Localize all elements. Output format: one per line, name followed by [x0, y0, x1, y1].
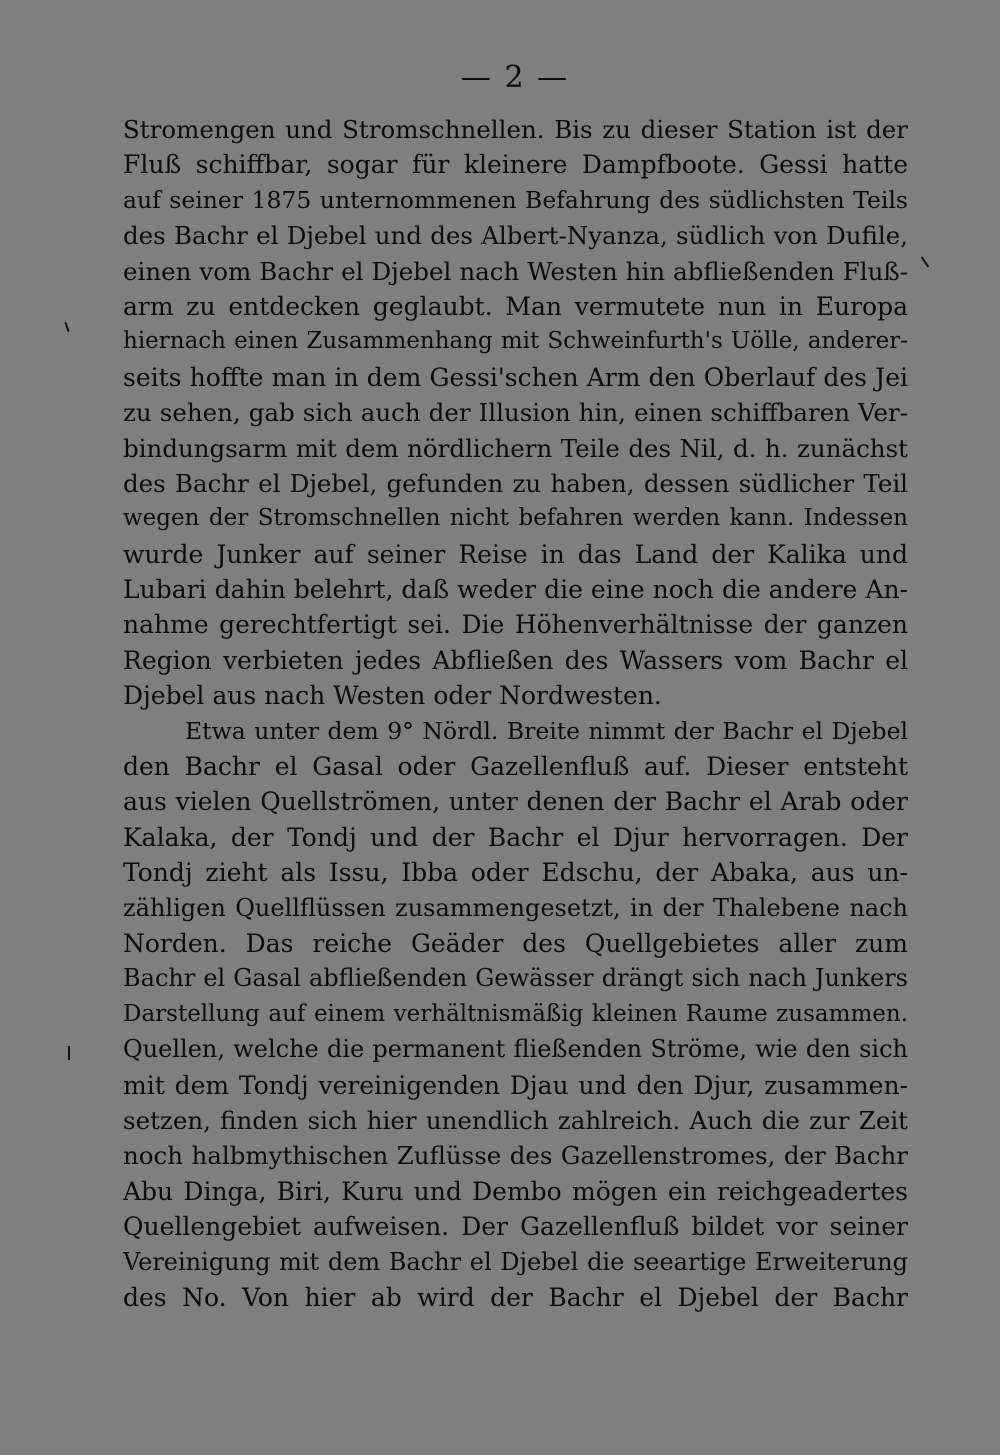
scan-speck [921, 257, 930, 268]
text-line: des No. Von hier ab wird der Bachr el Djebel der Bachr [123, 1282, 908, 1312]
text-line: hiernach einen Zusammenhang mit Schweinfurth's Uölle, anderer- [123, 328, 908, 355]
scan-speck [68, 1046, 70, 1060]
text-line: aus vielen Quellströmen, unter denen der Bachr el Arab oder [123, 787, 908, 817]
text-line: auf seiner 1875 unternommenen Befahrung des südlichsten Teils [123, 185, 908, 214]
text-line: Djebel aus nach Westen oder Nordwesten. [123, 681, 662, 711]
text-line: noch halbmythischen Zuflüsse des Gazellenstromes, der Bachr [123, 1141, 908, 1171]
text-line: wegen der Stromschnellen nicht befahren werden kann. Indessen [123, 505, 908, 532]
body-text [123, 112, 908, 1315]
text-line: arm zu entdecken geglaubt. Man vermutete nun in Europa [123, 291, 908, 321]
text-line: Bachr el Gasal abfließenden Gewässer drängt sich nach Junkers [123, 964, 908, 993]
text-line: Lubari dahin belehrt, daß weder die eine noch die andere An- [123, 575, 908, 605]
text-line: Tondj zieht als Issu, Ibba oder Edschu, der Abaka, aus un- [123, 858, 908, 888]
text-line: bindungsarm mit dem nördlichern Teile des Nil, d. h. zunächst [123, 433, 908, 463]
text-line: seits hoffte man in dem Gessi'schen Arm den Oberlauf des Jei [123, 362, 908, 392]
text-line: zähligen Quellflüssen zusammengesetzt, in der Thalebene nach [123, 893, 908, 922]
text-line: Region verbieten jedes Abfließen des Wassers vom Bachr el [123, 645, 908, 675]
text-line: wurde Junker auf seiner Reise in das Land der Kalika und [123, 539, 908, 569]
text-line: Vereinigung mit dem Bachr el Djebel die seeartige Erweiterung [123, 1247, 908, 1276]
text-line: Norden. Das reiche Geäder des Quellgebietes aller zum [123, 928, 908, 958]
text-line: Kalaka, der Tondj und der Bachr el Djur hervorragen. Der [123, 822, 908, 852]
text-line: mit dem Tondj vereinigenden Djau und den Djur, zusammen- [123, 1070, 908, 1100]
text-line: Stromengen und Stromschnellen. Bis zu dieser Station ist der [123, 115, 908, 144]
page-number: — 2 — [460, 60, 570, 95]
text-line: Darstellung auf einem verhältnismäßig kleinen Raume zusammen. [123, 1000, 908, 1027]
text-line: des Bachr el Djebel, gefunden zu haben, dessen südlicher Teil [123, 468, 908, 498]
text-line: Abu Dinga, Biri, Kuru und Dembo mögen ein reichgeadertes [123, 1176, 908, 1206]
scan-speck [64, 322, 69, 332]
text-line: Etwa unter dem 9° Nördl. Breite nimmt der Bachr el Djebel [185, 716, 908, 745]
text-line: nahme gerechtfertigt sei. Die Höhenverhältnisse der ganzen [123, 610, 908, 640]
text-line: zu sehen, gab sich auch der Illusion hin, einen schiffbaren Ver- [123, 398, 908, 428]
text-line: Fluß schiffbar, sogar für kleinere Dampfboote. Gessi hatte [123, 150, 908, 180]
text-line: einen vom Bachr el Djebel nach Westen hin abfließenden Fluß- [123, 256, 908, 286]
text-line: setzen, finden sich hier unendlich zahlreich. Auch die zur Zeit [123, 1105, 908, 1135]
text-line: den Bachr el Gasal oder Gazellenfluß auf. Dieser entsteht [123, 752, 908, 782]
text-line: Quellengebiet aufweisen. Der Gazellenfluß bildet vor seiner [123, 1212, 908, 1242]
text-line: des Bachr el Djebel und des Albert-Nyanza, südlich von Dufile, [123, 221, 908, 251]
text-line: Quellen, welche die permanent fließenden Ströme, wie den sich [123, 1035, 908, 1064]
